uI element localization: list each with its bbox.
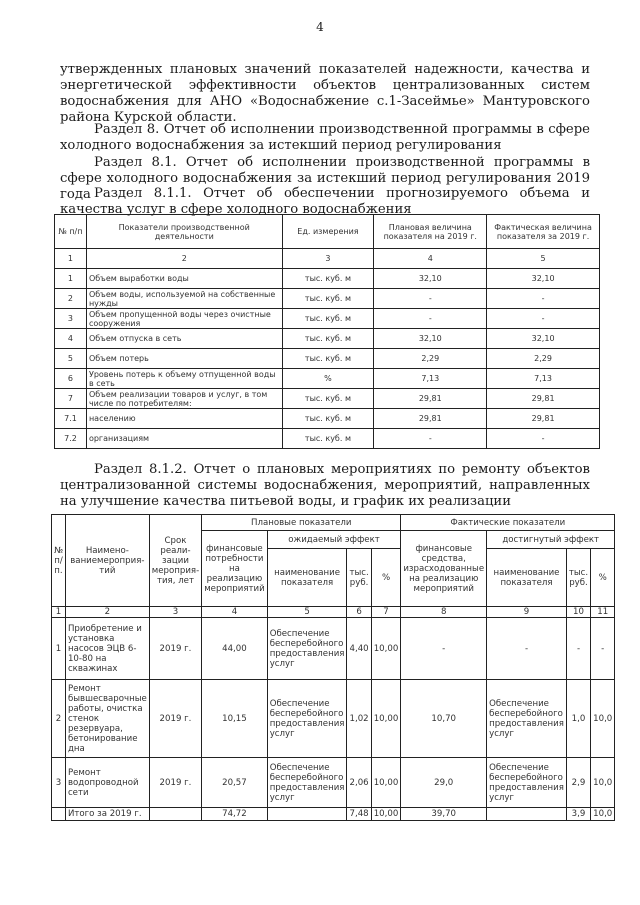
total-expected-thous: 7,48 bbox=[347, 808, 371, 821]
table-row bbox=[55, 269, 600, 289]
unit: тыс. куб. м bbox=[282, 409, 374, 429]
plan-value: - bbox=[374, 309, 487, 329]
repair-measures-table bbox=[51, 514, 615, 821]
indicator-name: Объем отпуска в сеть bbox=[86, 329, 282, 349]
plan-value: 7,13 bbox=[374, 369, 487, 389]
fact-value: 29,81 bbox=[487, 409, 600, 429]
row-number: 6 bbox=[55, 369, 87, 389]
unit: тыс. куб. м bbox=[282, 329, 374, 349]
table-row bbox=[52, 618, 615, 680]
header-cell: ожидаемый эффект bbox=[267, 531, 401, 549]
fact-value: - bbox=[487, 429, 600, 449]
plan-value: 29,81 bbox=[374, 389, 487, 409]
row-number: 3 bbox=[52, 758, 66, 808]
header-cell: % bbox=[371, 549, 401, 607]
table-row bbox=[55, 369, 600, 389]
unit: тыс. куб. м bbox=[282, 289, 374, 309]
plan-value: 32,10 bbox=[374, 269, 487, 289]
header-cell: Плановая величина показателя на 2019 г. bbox=[374, 215, 487, 249]
expected-pct: 10,00 bbox=[371, 618, 401, 680]
indicator-name: Объем пропущенной воды через очистные сооружения bbox=[86, 309, 282, 329]
header-cell: Ед. измерения bbox=[282, 215, 374, 249]
column-number: 3 bbox=[282, 249, 374, 269]
row-number: 4 bbox=[55, 329, 87, 349]
header-cell: % bbox=[591, 549, 615, 607]
fact-value: 7,13 bbox=[487, 369, 600, 389]
plan-value: 2,29 bbox=[374, 349, 487, 369]
total-empty bbox=[52, 808, 66, 821]
unit: тыс. куб. м bbox=[282, 429, 374, 449]
achieved-thous: - bbox=[566, 618, 590, 680]
column-number: 1 bbox=[52, 607, 66, 618]
expected-indicator: Обеспечение бесперебойного предоставления услуг bbox=[267, 758, 347, 808]
column-number: 4 bbox=[374, 249, 487, 269]
expected-pct: 10,00 bbox=[371, 758, 401, 808]
column-number: 11 bbox=[591, 607, 615, 618]
achieved-thous: 1,0 bbox=[566, 680, 590, 758]
achieved-indicator: Обеспечение бесперебойного предоставления услуг bbox=[487, 680, 567, 758]
unit: % bbox=[282, 369, 374, 389]
plan-value: 32,10 bbox=[374, 329, 487, 349]
section-8-heading: Раздел 8. Отчет об исполнении производственной программы в сфере холодного водоснабжения за истекший период регулирования bbox=[60, 122, 590, 153]
total-expected-pct: 10,00 bbox=[371, 808, 401, 821]
total-label: Итого за 2019 г. bbox=[65, 808, 149, 821]
achieved-pct: 10,0 bbox=[591, 680, 615, 758]
header-cell: тыс. руб. bbox=[566, 549, 590, 607]
indicator-name: Объем потерь bbox=[86, 349, 282, 369]
header-cell: № п/п bbox=[55, 215, 87, 249]
section-8-1-2-heading: Раздел 8.1.2. Отчет о плановых мероприятиях по ремонту объектов централизованной системы водоснабжения, мероприятий, направленных на улучшение качества питьевой воды, и график их реализации bbox=[60, 462, 590, 509]
fact-value: 29,81 bbox=[487, 389, 600, 409]
table-row bbox=[55, 349, 600, 369]
fact-value: 32,10 bbox=[487, 329, 600, 349]
fact-value: 32,10 bbox=[487, 269, 600, 289]
plan-finance: 20,57 bbox=[202, 758, 268, 808]
column-number: 3 bbox=[149, 607, 201, 618]
indicator-name: Уровень потерь к объему отпущенной воды в сеть bbox=[86, 369, 282, 389]
row-number: 7.1 bbox=[55, 409, 87, 429]
fact-finance: 29,0 bbox=[401, 758, 487, 808]
plan-value: - bbox=[374, 429, 487, 449]
table-row bbox=[52, 680, 615, 758]
total-fact-finance: 39,70 bbox=[401, 808, 487, 821]
column-number: 2 bbox=[65, 607, 149, 618]
table-row bbox=[55, 309, 600, 329]
table-row bbox=[55, 409, 600, 429]
expected-indicator: Обеспечение бесперебойного предоставления услуг bbox=[267, 680, 347, 758]
fact-value: - bbox=[487, 309, 600, 329]
achieved-thous: 2,9 bbox=[566, 758, 590, 808]
column-number: 4 bbox=[202, 607, 268, 618]
header-cell: финансовые потребности на реализацию мероприятий bbox=[202, 531, 268, 607]
fact-value: - bbox=[487, 289, 600, 309]
table-row bbox=[55, 289, 600, 309]
column-number: 5 bbox=[267, 607, 347, 618]
expected-thous: 4,40 bbox=[347, 618, 371, 680]
expected-indicator: Обеспечение бесперебойного предоставления услуг bbox=[267, 618, 347, 680]
column-number: 5 bbox=[487, 249, 600, 269]
measure-name: Ремонт водопроводной сети bbox=[65, 758, 149, 808]
header-cell: Наимено-ваниемероприя-тий bbox=[65, 515, 149, 607]
row-number: 7.2 bbox=[55, 429, 87, 449]
achieved-indicator: - bbox=[487, 618, 567, 680]
indicator-name: Объем реализации товаров и услуг, в том числе по потребителям: bbox=[86, 389, 282, 409]
header-cell: Плановые показатели bbox=[202, 515, 401, 531]
table-header-row bbox=[55, 215, 600, 249]
total-empty bbox=[267, 808, 347, 821]
table-row bbox=[55, 329, 600, 349]
section-8-1-1-heading: Раздел 8.1.1. Отчет об обеспечении прогнозируемого объема и качества услуг в сфере холодного водоснабжения bbox=[60, 186, 590, 217]
achieved-pct: - bbox=[591, 618, 615, 680]
fact-finance: 10,70 bbox=[401, 680, 487, 758]
total-row bbox=[52, 808, 615, 821]
row-number: 1 bbox=[55, 269, 87, 289]
header-cell: финансовые средства, израсходованные на реализацию мероприятий bbox=[401, 531, 487, 607]
indicator-name: населению bbox=[86, 409, 282, 429]
total-achieved-thous: 3,9 bbox=[566, 808, 590, 821]
column-number: 6 bbox=[347, 607, 371, 618]
indicator-name: Объем воды, используемой на собственные нужды bbox=[86, 289, 282, 309]
row-number: 5 bbox=[55, 349, 87, 369]
column-number: 1 bbox=[55, 249, 87, 269]
fact-value: 2,29 bbox=[487, 349, 600, 369]
expected-pct: 10,00 bbox=[371, 680, 401, 758]
intro-paragraph: утвержденных плановых значений показателей надежности, качества и энергетической эффективности объектов централизованных систем водоснабжения для АНО «Водоснабжение с.1-Засеймье» Мантуровского района Курской области. bbox=[60, 62, 590, 125]
table-row bbox=[55, 429, 600, 449]
column-number: 9 bbox=[487, 607, 567, 618]
total-empty bbox=[487, 808, 567, 821]
term: 2019 г. bbox=[149, 618, 201, 680]
table-row bbox=[52, 758, 615, 808]
fact-finance: - bbox=[401, 618, 487, 680]
term: 2019 г. bbox=[149, 758, 201, 808]
plan-value: - bbox=[374, 289, 487, 309]
measure-name: Приобретение и установка насосов ЭЦВ 6-10-80 на скважинах bbox=[65, 618, 149, 680]
header-cell: Показатели производственной деятельности bbox=[86, 215, 282, 249]
page-number: 4 bbox=[316, 20, 324, 34]
total-empty bbox=[149, 808, 201, 821]
measure-name: Ремонт бывшесварочные работы, очистка стенок резервуара, бетонирование дна bbox=[65, 680, 149, 758]
expected-thous: 2,06 bbox=[347, 758, 371, 808]
services-volume-table bbox=[54, 214, 600, 449]
unit: тыс. куб. м bbox=[282, 309, 374, 329]
indicator-name: Объем выработки воды bbox=[86, 269, 282, 289]
header-cell: достигнутый эффект bbox=[487, 531, 615, 549]
unit: тыс. куб. м bbox=[282, 389, 374, 409]
achieved-indicator: Обеспечение бесперебойного предоставления услуг bbox=[487, 758, 567, 808]
table-row bbox=[55, 389, 600, 409]
plan-finance: 44,00 bbox=[202, 618, 268, 680]
header-cell: наименование показателя bbox=[267, 549, 347, 607]
term: 2019 г. bbox=[149, 680, 201, 758]
indicator-name: организациям bbox=[86, 429, 282, 449]
expected-thous: 1,02 bbox=[347, 680, 371, 758]
column-number: 7 bbox=[371, 607, 401, 618]
header-cell: тыс. руб. bbox=[347, 549, 371, 607]
column-numbers-row bbox=[55, 249, 600, 269]
column-number: 10 bbox=[566, 607, 590, 618]
header-cell: № п/п. bbox=[52, 515, 66, 607]
achieved-pct: 10,0 bbox=[591, 758, 615, 808]
plan-finance: 10,15 bbox=[202, 680, 268, 758]
row-number: 7 bbox=[55, 389, 87, 409]
column-numbers-row bbox=[52, 607, 615, 618]
section-8-1-heading: Раздел 8.1. Отчет об исполнении производственной программы в сфере холодного водоснабжения за истекший период регулирования 2019 года bbox=[60, 155, 590, 202]
column-number: 2 bbox=[86, 249, 282, 269]
row-number: 2 bbox=[55, 289, 87, 309]
header-cell: Срок реали-зации мероприя-тия, лет bbox=[149, 515, 201, 607]
column-number: 8 bbox=[401, 607, 487, 618]
header-cell: Фактические показатели bbox=[401, 515, 615, 531]
total-achieved-pct: 10,0 bbox=[591, 808, 615, 821]
row-number: 3 bbox=[55, 309, 87, 329]
table-header-row bbox=[52, 515, 615, 531]
header-cell: наименование показателя bbox=[487, 549, 567, 607]
row-number: 2 bbox=[52, 680, 66, 758]
header-cell: Фактическая величина показателя за 2019 г. bbox=[487, 215, 600, 249]
total-plan-finance: 74,72 bbox=[202, 808, 268, 821]
unit: тыс. куб. м bbox=[282, 269, 374, 289]
unit: тыс. куб. м bbox=[282, 349, 374, 369]
row-number: 1 bbox=[52, 618, 66, 680]
plan-value: 29,81 bbox=[374, 409, 487, 429]
